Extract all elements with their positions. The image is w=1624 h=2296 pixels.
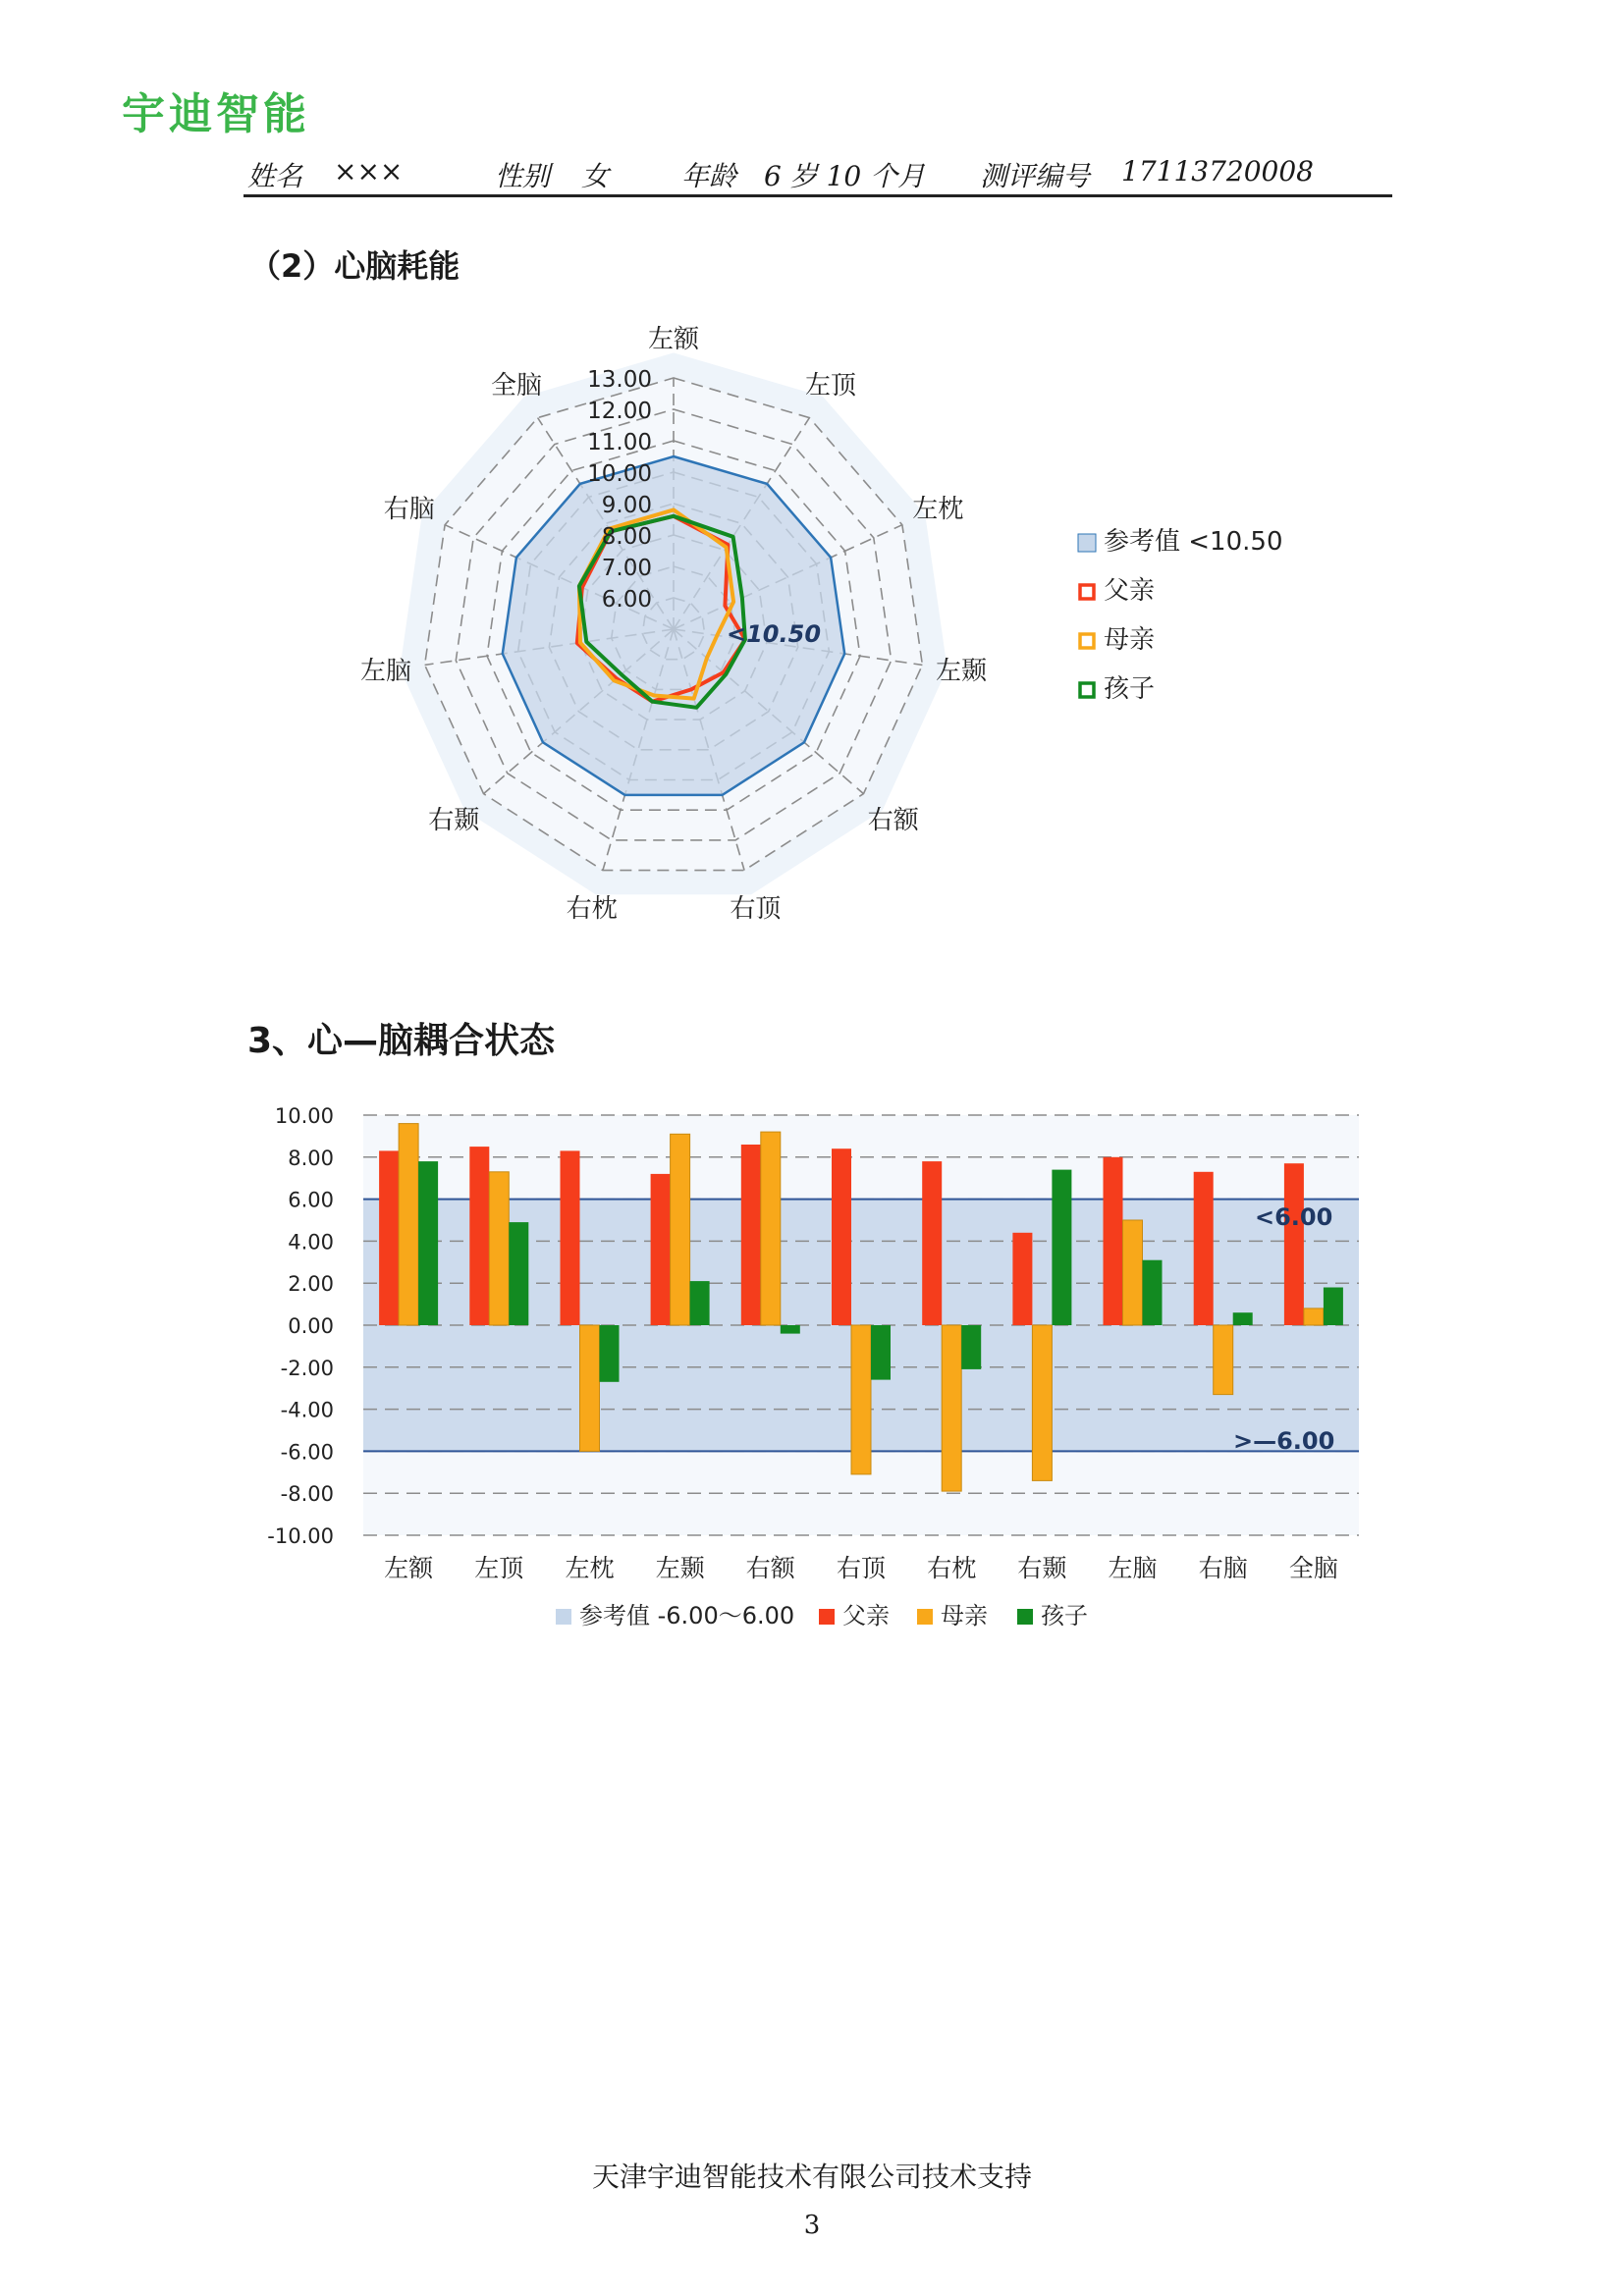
bar-series-2 (871, 1325, 891, 1380)
bar-series-0 (922, 1161, 942, 1325)
radar-chart (0, 0, 1624, 982)
bar-series-0 (1194, 1172, 1214, 1325)
radar-tick-label: 7.00 (601, 556, 652, 581)
bar-series-0 (1012, 1233, 1032, 1325)
radar-legend-label: 母亲 (1104, 625, 1156, 655)
bar-category-label: 左枕 (565, 1554, 615, 1582)
radar-category-label: 左颞 (935, 657, 988, 687)
bar-category-label: 右额 (745, 1554, 795, 1582)
bar-tick-label: -10.00 (267, 1524, 334, 1548)
radar-tick-label: 10.00 (587, 461, 652, 487)
bar-section-title: 3、心—脑耦合状态 (247, 1021, 556, 1061)
footer-company: 天津宇迪智能技术有限公司技术支持 (591, 2161, 1032, 2193)
bar-series-0 (1104, 1157, 1123, 1325)
bar-series-1 (1032, 1325, 1052, 1480)
radar-reference-label: <10.50 (727, 620, 822, 648)
bar-category-label: 右脑 (1198, 1554, 1248, 1582)
bar-series-1 (942, 1325, 961, 1491)
radar-legend-swatch (1080, 634, 1094, 648)
bar-tick-label: 0.00 (288, 1314, 334, 1338)
bar-tick-label: -8.00 (280, 1482, 334, 1507)
bar-series-2 (1052, 1170, 1071, 1325)
bar-legend-label: 父亲 (842, 1602, 890, 1629)
bar-tick-label: 8.00 (288, 1146, 334, 1170)
bar-tick-label: 6.00 (288, 1188, 334, 1212)
radar-category-label: 右脑 (383, 495, 435, 524)
bar-tick-label: 4.00 (288, 1230, 334, 1255)
age-value: 6 岁 10 个月 (764, 160, 926, 192)
bar-series-1 (1304, 1308, 1324, 1325)
bar-category-label: 全脑 (1288, 1554, 1338, 1582)
bar-series-1 (399, 1124, 418, 1325)
bar-series-1 (1123, 1220, 1143, 1325)
bar-series-1 (1214, 1325, 1233, 1395)
radar-tick-label: 8.00 (601, 524, 652, 550)
radar-tick-label: 13.00 (587, 367, 652, 393)
id-label: 测评编号 (980, 160, 1091, 192)
name-label: 姓名 (247, 160, 303, 192)
bar-tick-label: -2.00 (280, 1356, 334, 1380)
bar-series-1 (851, 1325, 871, 1474)
bar-series-1 (761, 1132, 781, 1325)
radar-tick-label: 9.00 (601, 493, 652, 518)
bar-category-label: 左颞 (655, 1554, 705, 1582)
bar-tick-label: 10.00 (274, 1104, 334, 1128)
id-value: 17113720008 (1121, 155, 1314, 187)
radar-category-label: 右额 (867, 805, 919, 835)
radar-category-label: 右顶 (730, 894, 782, 924)
bar-category-label: 左额 (384, 1554, 434, 1582)
bar-chart (0, 1080, 1624, 1669)
radar-section-title: （2）心脑耗能 (249, 247, 460, 285)
bar-series-0 (832, 1148, 851, 1325)
age-label: 年龄 (681, 160, 737, 192)
radar-category-label: 左顶 (804, 371, 857, 400)
bar-tick-label: 2.00 (288, 1272, 334, 1297)
radar-category-label: 左额 (647, 325, 700, 354)
bar-series-2 (509, 1222, 528, 1325)
radar-tick-label: 12.00 (587, 399, 652, 424)
bar-category-label: 右枕 (927, 1554, 977, 1582)
bar-legend-label: 孩子 (1041, 1602, 1088, 1629)
bar-legend-swatch (1017, 1609, 1033, 1625)
page-number: 3 (803, 2211, 821, 2240)
bar-series-2 (781, 1325, 800, 1334)
radar-tick-label: 6.00 (601, 587, 652, 613)
bar-series-2 (1143, 1260, 1163, 1325)
bar-series-2 (961, 1325, 981, 1369)
radar-category-label: 右枕 (566, 894, 618, 924)
radar-category-label: 左脑 (359, 657, 412, 687)
bar-category-label: 左脑 (1108, 1554, 1158, 1582)
radar-legend-label: 父亲 (1104, 576, 1156, 606)
bar-legend-label: 参考值 -6.00～6.00 (579, 1602, 795, 1629)
bar-series-0 (741, 1145, 761, 1325)
radar-legend-label: 参考值 <10.50 (1104, 527, 1283, 557)
radar-legend-label: 孩子 (1104, 674, 1156, 704)
bar-legend-swatch (819, 1609, 835, 1625)
name-value: ××× (334, 155, 404, 187)
bar-series-2 (418, 1161, 438, 1325)
radar-legend-swatch (1078, 534, 1096, 552)
gender-value: 女 (581, 160, 610, 192)
bar-series-2 (690, 1281, 710, 1325)
bar-series-2 (1324, 1288, 1343, 1326)
bar-legend-swatch (556, 1609, 571, 1625)
radar-legend-swatch (1080, 683, 1094, 697)
radar-legend-swatch (1080, 585, 1094, 599)
bar-tick-label: -4.00 (280, 1398, 334, 1422)
bar-legend-label: 母亲 (941, 1602, 988, 1629)
gender-label: 性别 (495, 160, 551, 192)
bar-series-2 (1233, 1312, 1253, 1325)
bar-series-1 (489, 1172, 509, 1325)
bar-series-0 (651, 1174, 671, 1325)
radar-category-label: 右颞 (428, 805, 480, 835)
radar-category-label: 左枕 (912, 495, 964, 524)
company-logo: 宇迪智能 (122, 89, 310, 139)
bar-series-0 (469, 1147, 489, 1325)
radar-tick-label: 11.00 (587, 430, 652, 455)
bar-series-1 (671, 1134, 690, 1325)
bar-series-0 (561, 1150, 580, 1325)
bar-category-label: 左顶 (474, 1554, 524, 1582)
bar-series-2 (600, 1325, 620, 1382)
radar-category-label: 全脑 (490, 371, 543, 400)
bar-series-0 (379, 1150, 399, 1325)
bar-series-0 (1284, 1163, 1304, 1325)
bar-series-1 (580, 1325, 600, 1451)
bar-tick-label: -6.00 (280, 1440, 334, 1465)
bar-upper-reference-label: <6.00 (1255, 1203, 1333, 1231)
bar-lower-reference-label: >—6.00 (1233, 1427, 1335, 1455)
bar-legend-swatch (917, 1609, 933, 1625)
bar-category-label: 右顶 (836, 1554, 887, 1582)
bar-category-label: 右颞 (1017, 1554, 1067, 1582)
